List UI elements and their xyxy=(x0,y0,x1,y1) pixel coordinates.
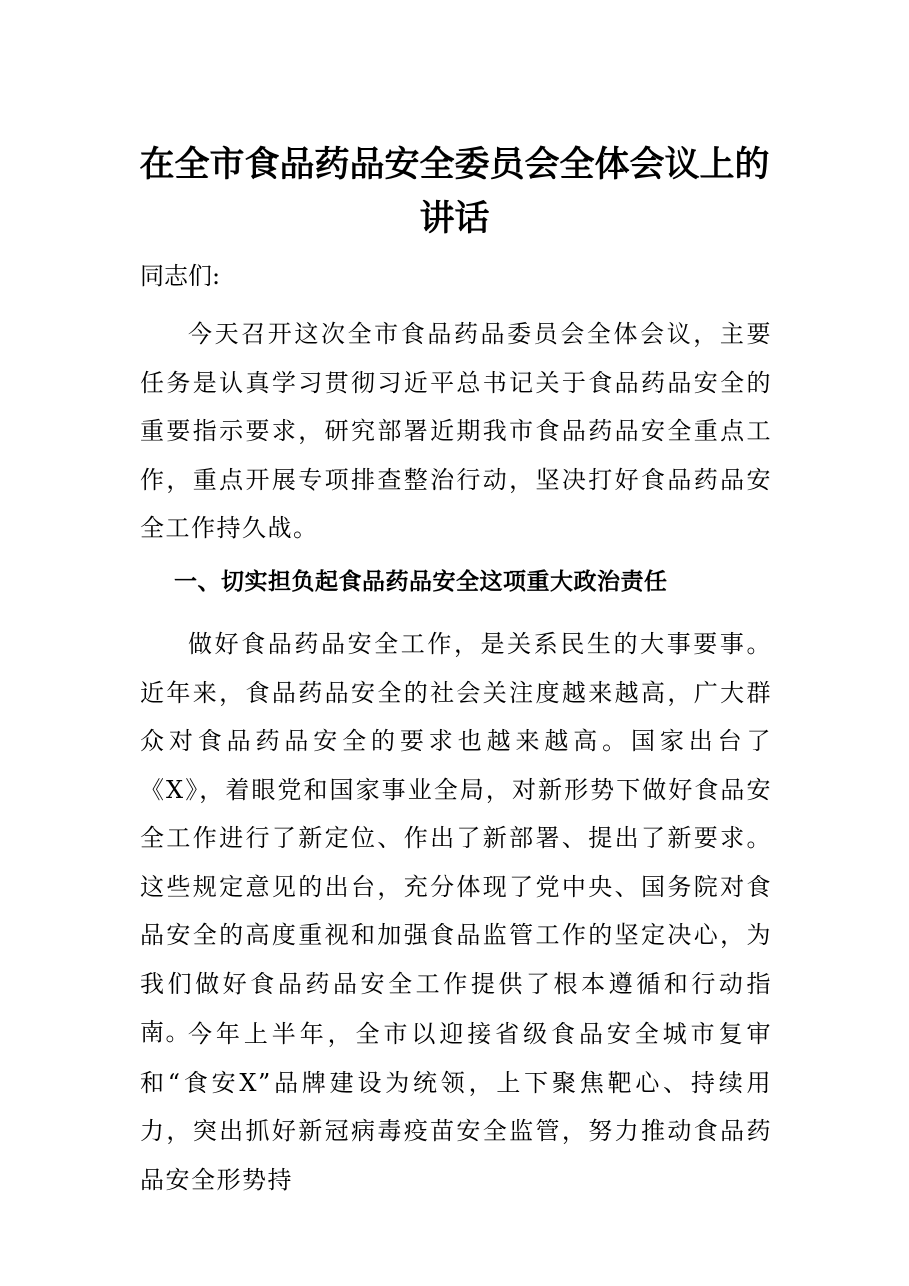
paragraph-section1-continued: 今年上半年，全市以迎接省级食品安全城市复审和“食安X”品牌建设为统领，上下聚焦靶心、持续用力，突出抓好新冠病毒疫苗安全监管，努力推动食品药品安全形势持 xyxy=(140,1020,772,1194)
paragraph-section1-body: 做好食品药品安全工作，是关系民生的大事要事。近年来，食品药品安全的社会关注度越来越高，广大群众对食品药品安全的要求也越来越高。国家出台了《X》，着眼党和国家事业全局，对新形势下做好食品安全工作进行了新定位、作出了新部署、提出了新要求。这些规定意见的出台，充分体现了党中央、国务院对食品安全的高度重视和加强食品监管工作的坚定决心，为我们做好食品药品安全工作提供了根本遵循和行动指南。 xyxy=(140,630,772,1046)
document-title xyxy=(120,138,789,246)
section-heading-1: 一、切实担负起食品药品安全这项重大政治责任 xyxy=(174,569,668,595)
paragraph-intro: 今天召开这次全市食品药品委员会全体会议，主要任务是认真学习贯彻习近平总书记关于食品药品安全的重要指示要求，研究部署近期我市食品药品安全重点工作，重点开展专项排查整治行动，坚决打好食品药品安全工作持久战。 xyxy=(140,320,772,542)
document-title-line-2: 讲话 xyxy=(419,199,490,239)
document-title-line-1: 在全市食品药品安全委员会全体会议上的 xyxy=(139,145,770,185)
salutation: 同志们: xyxy=(140,262,221,290)
